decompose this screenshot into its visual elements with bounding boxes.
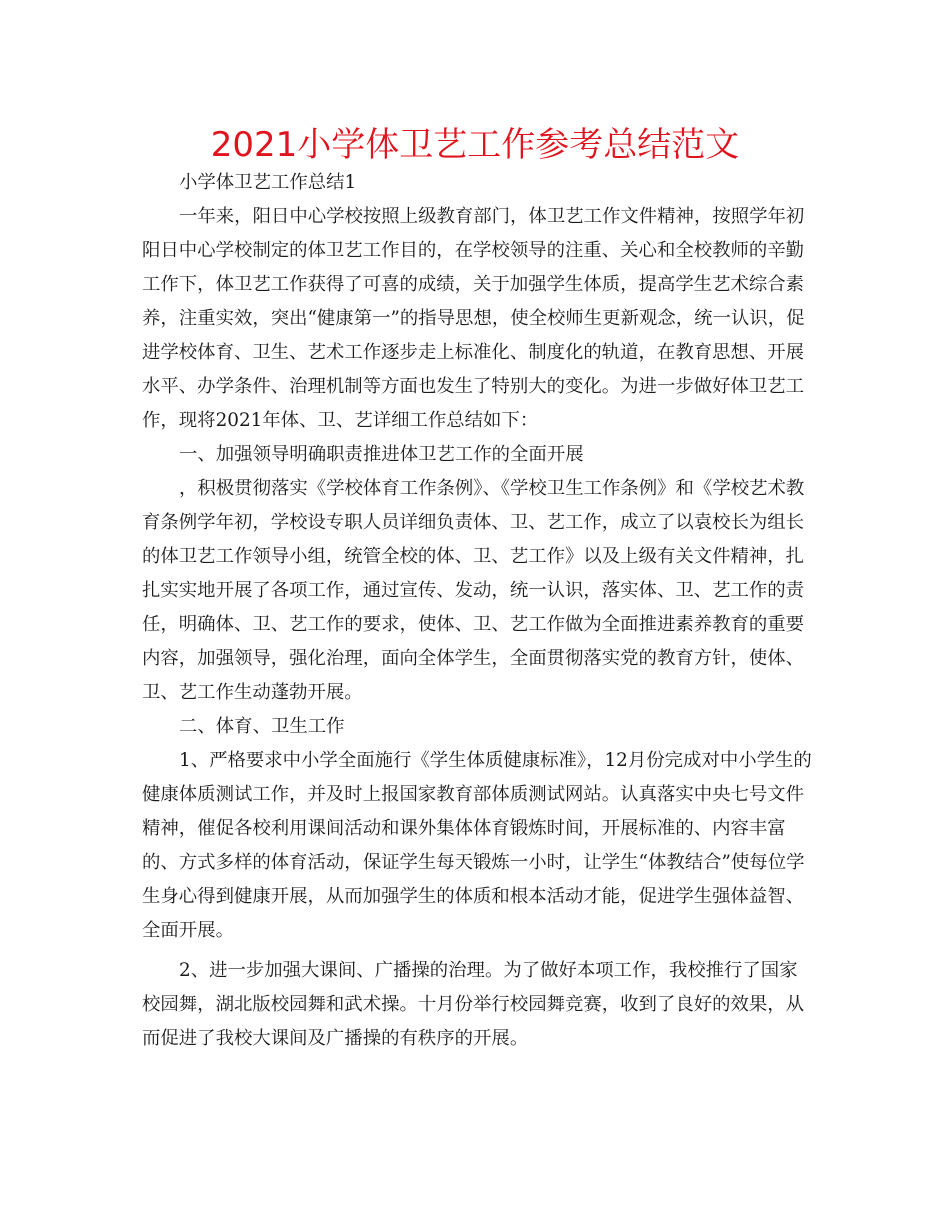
paragraph-item-1: 1、严格要求中小学全面施行《学生体质健康标准》，12月份完成对中小学生的健康体质测试工作，并及时上报国家教育部体质测试网站。认真落实中央七号文件精神，催促各校利用课间活动和课外集体体育锻炼时间，开展标准的、内容丰富的、方式多样的体育活动，保证学生每天锻炼一小时，让学生“体教结合”使每位学生身心得到健康开展，从而加强学生的体质和根本活动才能，促进学生强体益智、全面开展。: [142, 750, 812, 941]
paragraph-subtitle: 小学体卫艺工作总结1: [179, 172, 357, 193]
section-heading-1: 一、加强领导明确职责推进体卫艺工作的全面开展: [179, 444, 584, 465]
paragraph-section-1: ，积极贯彻落实《学校体育工作条例》、《学校卫生工作条例》和《学校艺术教育条例学年初，学校设专职人员详细负责体、卫、艺工作，成立了以袁校长为组长的体卫艺工作领导小组，统管全校的体、卫、艺工作》以及上级有关文件精神，扎扎实实地开展了各项工作，通过宣传、发动，统一认识，落实体、卫、艺工作的责任，明确体、卫、艺工作的要求，使体、卫、艺工作做为全面推进素养教育的重要内容，加强领导，强化治理，面向全体学生，全面贯彻落实党的教育方针，使体、卫、艺工作生动蓬勃开展。: [142, 478, 805, 703]
paragraph-intro: 一年来，阳日中心学校按照上级教育部门，体卫艺工作文件精神，按照学年初阳日中心学校制定的体卫艺工作目的，在学校领导的注重、关心和全校教师的辛勤工作下，体卫艺工作获得了可喜的成绩，关于加强学生体质，提高学生艺术综合素养，注重实效，突出“健康第一”的指导思想，使全校师生更新观念，统一认识，促进学校体育、卫生、艺术工作逐步走上标准化、制度化的轨道，在教育思想、开展水平、办学条件、治理机制等方面也发生了特别大的变化。为进一步做好体卫艺工作，现将2021年体、卫、艺详细工作总结如下：: [142, 206, 805, 431]
document-title: 2021小学体卫艺工作参考总结范文: [210, 125, 740, 165]
document-body: [142, 166, 814, 1056]
paragraph-item-2: 2、进一步加强大课间、广播操的治理。为了做好本项工作，我校推行了国家校园舞，湖北版校园舞和武术操。十月份举行校园舞竞赛，收到了良好的效果，从而促进了我校大课间及广播操的有秩序的开展。: [142, 960, 805, 1049]
section-heading-2: 二、体育、卫生工作: [179, 716, 345, 737]
